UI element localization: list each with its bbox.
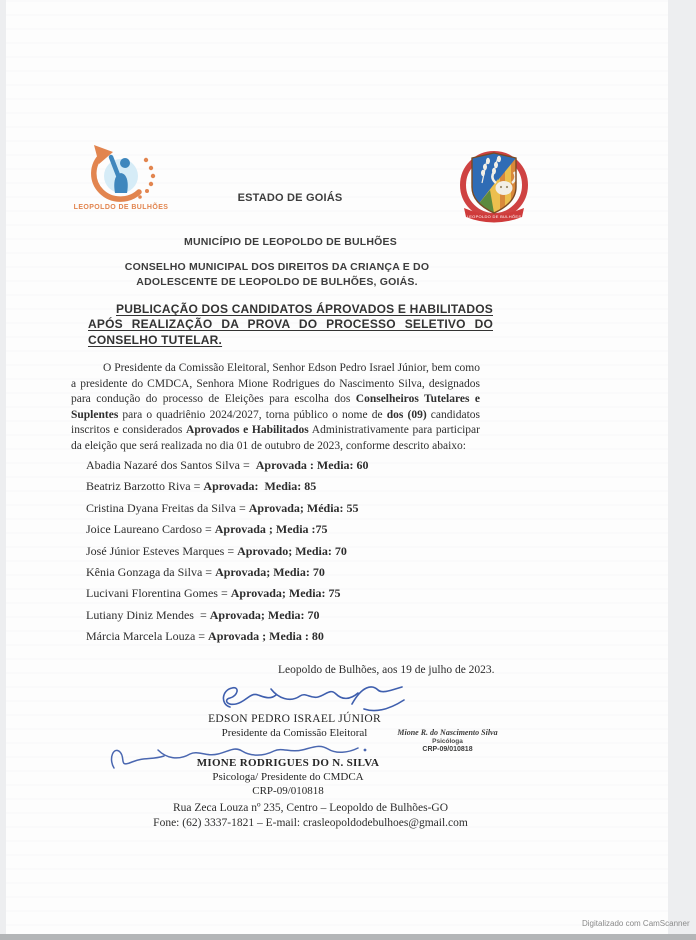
- candidate-row: [86, 476, 516, 497]
- candidate-separator: =: [193, 607, 210, 622]
- date-line: Leopoldo de Bulhões, aos 19 de julho de 2023.: [278, 664, 495, 676]
- candidate-result: Aprovada: Media: 85: [203, 479, 317, 494]
- candidate-result: Aprovada ; Media :75: [214, 522, 328, 537]
- council-line-1: CONSELHO MUNICIPAL DOS DIREITOS DA CRIANÇA E DO: [124, 261, 430, 273]
- footer-address: Rua Zeca Louza nº 235, Centro – Leopoldo de Bulhões-GO: [172, 802, 449, 814]
- stamp-name: Mione R. do Nascimento Silva: [397, 728, 498, 737]
- candidate-result: Aprovada; Media: 75: [230, 586, 341, 601]
- body-paragraph: [71, 361, 480, 455]
- candidate-row: [86, 541, 516, 562]
- paragraph-bold-segment: dos (09): [386, 408, 427, 421]
- candidate-result: Aprovada; Media: 70: [209, 607, 320, 622]
- candidate-row: [86, 519, 516, 540]
- footer-phone-email: Fone: (62) 3337-1821 – E-mail: crasleopoldodebulhoes@gmail.com: [153, 816, 468, 829]
- council-heading: [118, 260, 436, 290]
- paragraph-segment: Administrativamente para participar da eleição que será realizada no dia 01 de outubro de 2023, conforme descrito abaixo:: [71, 424, 480, 452]
- candidate-separator: =: [202, 565, 216, 580]
- footer-contact: [108, 801, 513, 830]
- candidate-row: [86, 562, 516, 583]
- stamp-registration: CRP-09/010818: [422, 746, 473, 754]
- coat-of-arms-icon: [456, 143, 532, 233]
- paragraph-bold-segment: Conselheiros Tutelares e Suplentes: [71, 393, 480, 421]
- candidate-name: Lutiany Diniz Mendes: [86, 607, 194, 622]
- edson-signature-autograph-icon: [216, 682, 411, 716]
- candidate-result: Aprovado; Media: 70: [237, 543, 347, 558]
- mione-role: Psicologa/ Presidente do CMDCA: [212, 771, 364, 783]
- edson-typed-name: EDSON PEDRO ISRAEL JÚNIOR: [208, 713, 381, 725]
- candidate-list: [86, 455, 516, 648]
- candidate-result: Aprovada : Media: 60: [255, 458, 369, 472]
- candidate-name: Lucivani Florentina Gomes: [86, 586, 218, 601]
- coat-ribbon-text: LEOPOLDO DE BULHÕES: [466, 214, 522, 219]
- candidate-separator: =: [239, 458, 256, 472]
- psychologist-stamp: [390, 728, 505, 755]
- paragraph-segment: O Presidente da Comissão Eleitoral, Senhor Edson Pedro Israel Júnior, bem como a presidente do CMDCA, Senhora Mione Rodrigues do Nascimento Silva, designados para condução do processo de Eleições para escolha dos: [71, 362, 480, 406]
- scan-edge-bar: [0, 934, 696, 940]
- candidate-result: Aprovada ; Media : 80: [208, 629, 324, 644]
- candidate-name: Márcia Marcela Louza: [86, 629, 196, 644]
- candidate-row: [86, 455, 516, 476]
- candidate-result: Aprovada; Media: 70: [215, 565, 325, 580]
- candidate-row: [86, 498, 516, 519]
- municipal-logo-icon: [66, 144, 176, 204]
- municipality-line: MUNICÍPIO DE LEOPOLDO DE BULHÕES: [184, 236, 397, 248]
- candidate-row: [86, 626, 516, 647]
- edson-signature-block: [192, 713, 397, 739]
- camscanner-watermark: Digitalizado com CamScanner: [582, 919, 690, 928]
- state-line: ESTADO DE GOIÁS: [237, 192, 343, 204]
- candidate-separator: =: [224, 543, 238, 558]
- candidate-row: [86, 605, 516, 626]
- edson-role: Presidente da Comissão Eleitoral: [221, 727, 368, 739]
- candidate-result: Aprovada; Média: 55: [248, 500, 359, 515]
- document-title: PUBLICAÇÃO DOS CANDIDATOS ÁPROVADOS E HABILITADOS APÓS REALIZAÇÃO DA PROVA DO PROCESSO SELETIVO DO CONSELHO TUTELAR.: [88, 302, 493, 347]
- mione-typed-name: MIONE RODRIGUES DO N. SILVA: [196, 757, 380, 769]
- paragraph-segment: candidatos inscritos e considerados: [71, 408, 480, 437]
- candidate-separator: =: [195, 629, 209, 644]
- candidate-separator: =: [235, 500, 249, 515]
- mione-signature-block: [178, 757, 398, 797]
- candidate-row: [86, 583, 516, 604]
- paragraph-segment: para o quadriênio 2024/2027, torna público o nome de: [118, 408, 387, 421]
- candidate-separator: =: [190, 479, 204, 494]
- candidate-separator: =: [201, 522, 215, 537]
- council-line-2: ADOLESCENTE DE LEOPOLDO DE BULHÕES, GOIÁS.: [136, 276, 418, 288]
- candidate-name: Beatriz Barzotto Riva: [86, 479, 191, 494]
- candidate-name: Cristina Dyana Freitas da Silva: [86, 500, 236, 515]
- mione-registration: CRP-09/010818: [252, 785, 324, 797]
- paragraph-bold-segment: Aprovados e Habilitados: [186, 424, 309, 437]
- stamp-title: Psicóloga: [432, 738, 463, 745]
- municipal-logo-caption: LEOPOLDO DE BULHÕES: [73, 204, 169, 211]
- candidate-name: Kênia Gonzaga da Silva: [86, 565, 203, 580]
- candidate-name: Joice Laureano Cardoso: [86, 522, 202, 537]
- candidate-separator: =: [217, 586, 231, 601]
- candidate-name: José Júnior Esteves Marques: [86, 543, 225, 558]
- candidate-name: Abadia Nazaré dos Santos Silva: [86, 458, 240, 472]
